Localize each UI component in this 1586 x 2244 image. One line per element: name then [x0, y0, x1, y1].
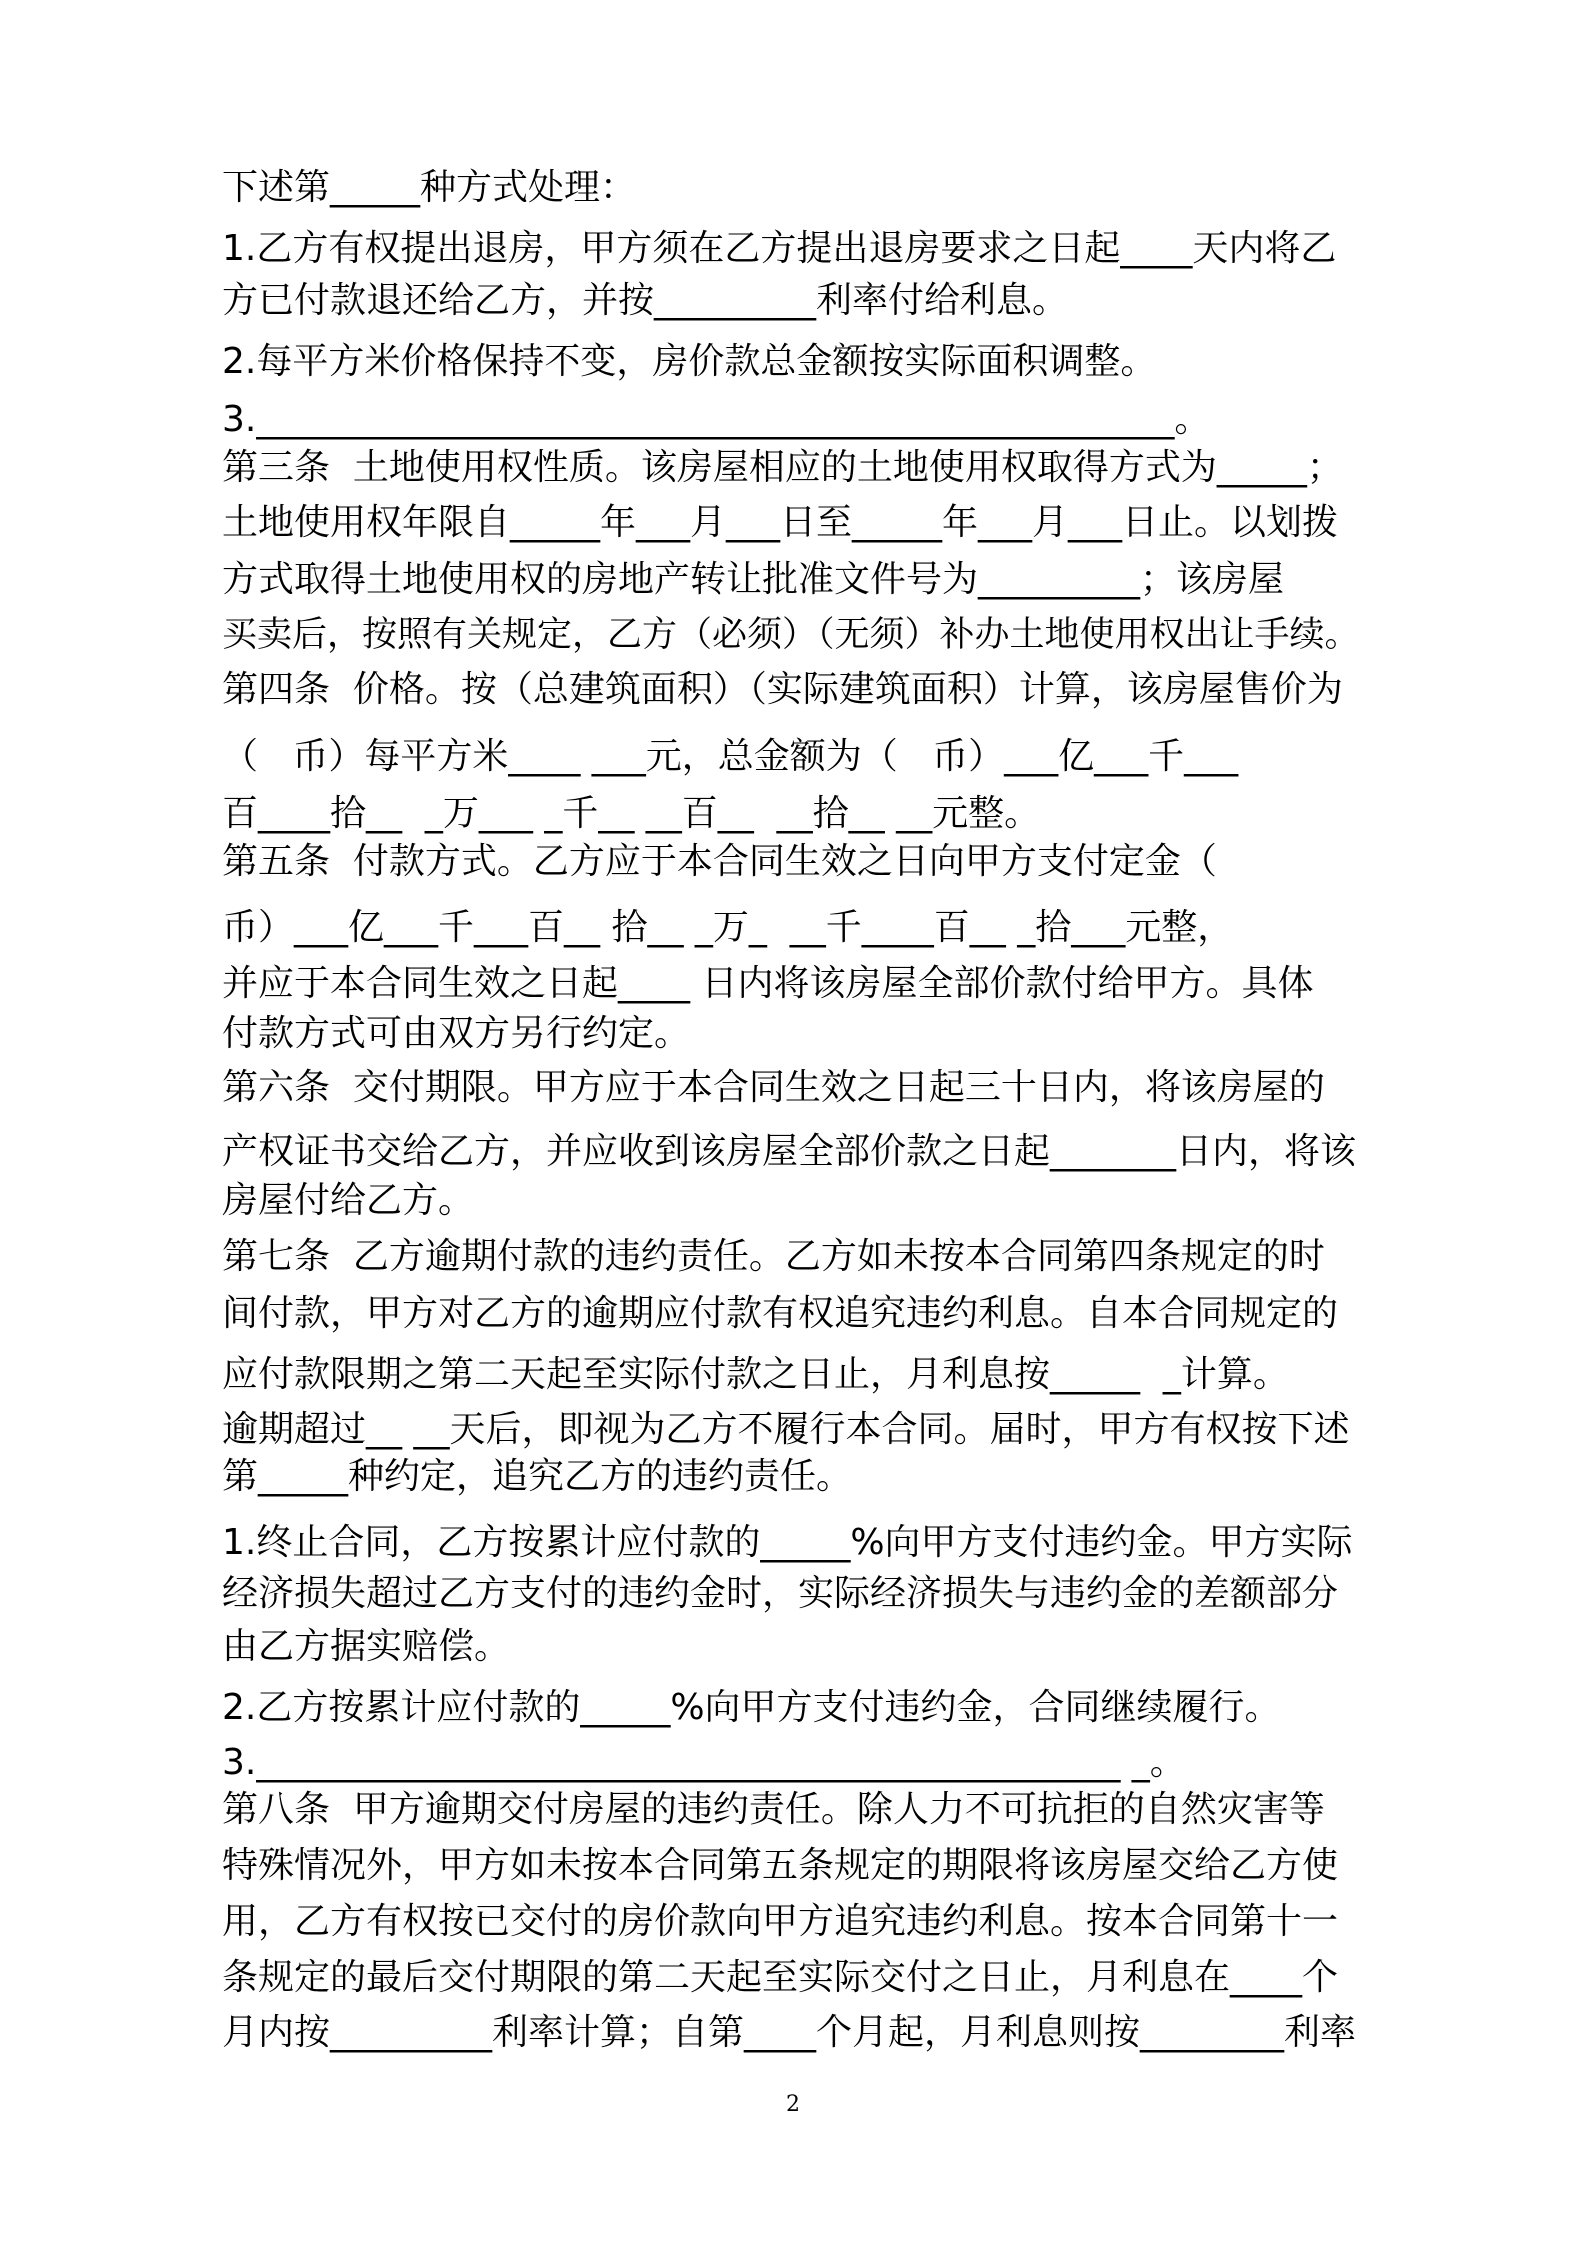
text-line: 并应于本合同生效之日起____ 日内将该房屋全部价款付给甲方。具体 [222, 963, 1314, 1004]
text-line: 用，乙方有权按已交付的房价款向甲方追究违约利息。按本合同第十一 [222, 1901, 1339, 1942]
text-line: （ 币）每平方米____ ___元，总金额为（ 币）___亿___千___ [222, 736, 1239, 777]
text-line: 付款方式可由双方另行约定。 [222, 1013, 691, 1054]
text-line: 由乙方据实赔偿。 [222, 1626, 511, 1667]
text-line: 月内按_________利率计算；自第____个月起，月利息则按________利率 [222, 2012, 1357, 2053]
text-line: 1.终止合同，乙方按累计应付款的_____%向甲方支付违约金。甲方实际 [222, 1522, 1353, 1563]
text-line: 间付款，甲方对乙方的逾期应付款有权追究违约利息。自本合同规定的 [222, 1293, 1339, 1334]
text-line: 3.___________________________________________________。 [222, 399, 1211, 440]
text-line: 特殊情况外，甲方如未按本合同第五条规定的期限将该房屋交给乙方使 [222, 1845, 1339, 1886]
text-line: 1.乙方有权提出退房，甲方须在乙方提出退房要求之日起____天内将乙 [222, 228, 1337, 269]
page-number: 2 [786, 2092, 800, 2117]
text-line: 第八条 甲方逾期交付房屋的违约责任。除人力不可抗拒的自然灾害等 [222, 1789, 1325, 1830]
text-line: 土地使用权年限自_____年___月___日至_____年___月___日止。以划拨 [222, 502, 1339, 543]
text-line: 第四条 价格。按（总建筑面积）（实际建筑面积）计算，该房屋售价为 [222, 669, 1343, 710]
text-line: 百____拾__ _万___ _千__ __百__ __拾__ __元整。 [222, 793, 1041, 834]
text-line: 第五条 付款方式。乙方应于本合同生效之日向甲方支付定金（ [222, 841, 1217, 882]
text-line: 第_____种约定，追究乙方的违约责任。 [222, 1456, 853, 1497]
text-line: 下述第_____种方式处理： [222, 167, 637, 208]
text-line: 第六条 交付期限。甲方应于本合同生效之日起三十日内，将该房屋的 [222, 1067, 1325, 1108]
text-line: 经济损失超过乙方支付的违约金时，实际经济损失与违约金的差额部分 [222, 1573, 1339, 1614]
text-line: 方已付款退还给乙方，并按_________利率付给利息。 [222, 280, 1069, 321]
text-line: 条规定的最后交付期限的第二天起至实际交付之日止，月利息在____个 [222, 1957, 1339, 1998]
text-line: 产权证书交给乙方，并应收到该房屋全部价款之日起_______日内，将该 [222, 1131, 1357, 1172]
text-line: 第三条 土地使用权性质。该房屋相应的土地使用权取得方式为_____； [222, 447, 1343, 488]
text-line: 方式取得土地使用权的房地产转让批准文件号为_________；该房屋 [222, 559, 1285, 600]
text-line: 买卖后，按照有关规定，乙方（必须）（无须）补办土地使用权出让手续。 [222, 615, 1360, 655]
text-line: 逾期超过__ __天后，即视为乙方不履行本合同。届时，甲方有权按下述 [222, 1409, 1350, 1450]
text-line: 房屋付给乙方。 [222, 1180, 475, 1221]
text-line: 3.________________________________________________ _。 [222, 1742, 1186, 1783]
text-line: 第七条 乙方逾期付款的违约责任。乙方如未按本合同第四条规定的时 [222, 1236, 1325, 1277]
text-line: 币）___亿___千___百__ 拾__ _万_ __千____百__ _拾___元整， [222, 907, 1234, 948]
text-line: 应付款限期之第二天起至实际付款之日止，月利息按_____ _计算。 [222, 1354, 1289, 1395]
text-line: 2.每平方米价格保持不变，房价款总金额按实际面积调整。 [222, 341, 1157, 382]
text-line: 2.乙方按累计应付款的_____%向甲方支付违约金，合同继续履行。 [222, 1687, 1281, 1728]
